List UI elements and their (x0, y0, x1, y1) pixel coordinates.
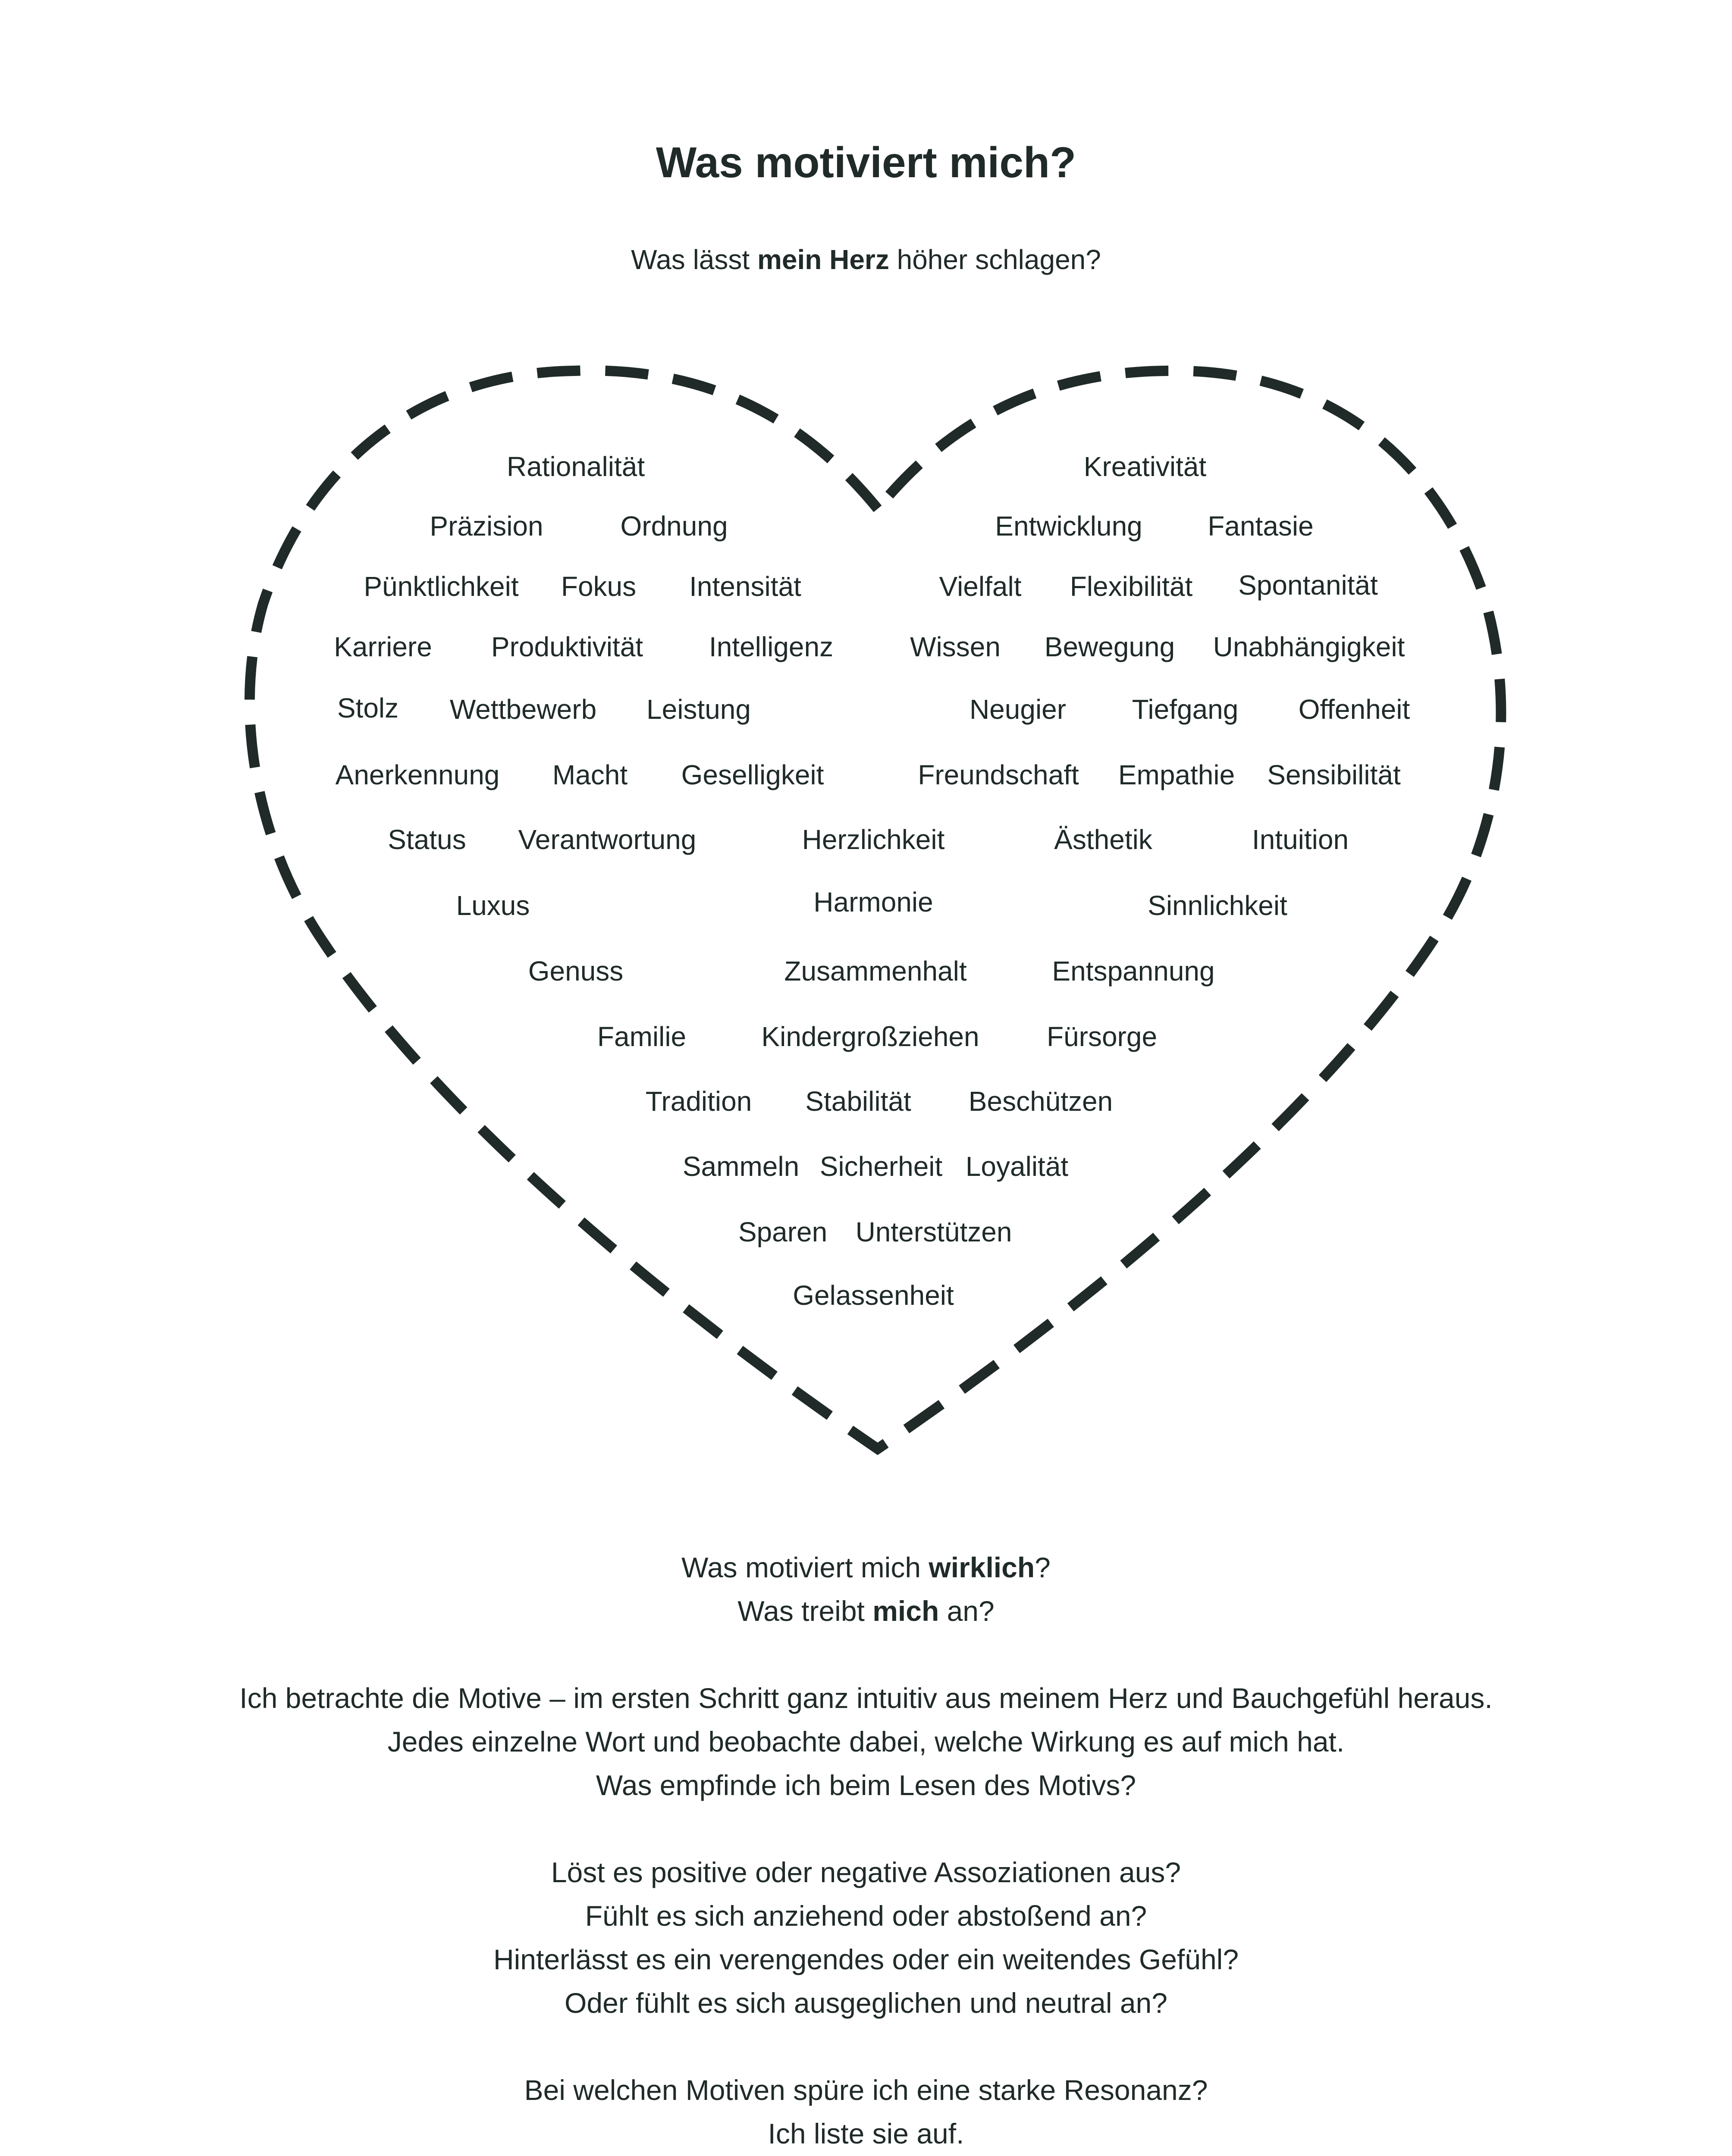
motive-word: Anerkennung (335, 759, 500, 790)
motive-word: Fürsorge (1046, 1021, 1158, 1052)
motive-word: Neugier (969, 694, 1067, 725)
motive-word: Offenheit (1298, 694, 1410, 725)
motive-word: Intelligenz (709, 631, 834, 662)
motive-word: Entwicklung (995, 511, 1142, 542)
motive-word: Ästhetik (1054, 824, 1152, 855)
text-line: Oder fühlt es sich ausgeglichen und neutral an? (565, 1987, 1167, 2019)
motive-word: Rationalität (506, 451, 645, 482)
motive-word: Vielfalt (939, 571, 1022, 602)
motive-word: Kindergroßziehen (761, 1021, 979, 1052)
motive-word: Beschützen (968, 1086, 1113, 1117)
motive-word: Präzision (430, 511, 543, 542)
motive-word: Gelassenheit (793, 1280, 954, 1311)
motive-word: Produktivität (491, 631, 643, 662)
motive-word: Entspannung (1052, 956, 1215, 987)
motive-word: Verantwortung (518, 824, 697, 855)
motive-word: Macht (552, 759, 628, 790)
motive-word: Loyalität (965, 1151, 1069, 1182)
motive-word: Zusammenhalt (784, 956, 967, 987)
text-line: Was empfinde ich beim Lesen des Motivs? (596, 1769, 1136, 1801)
text-line: Fühlt es sich anziehend oder abstoßend an? (585, 1900, 1147, 1932)
page-subtitle: Was lässt mein Herz höher schlagen? (631, 244, 1101, 275)
motive-word: Sparen (738, 1216, 828, 1247)
motive-word: Spontanität (1238, 570, 1378, 601)
motive-word: Sammeln (682, 1151, 800, 1182)
motive-word: Fokus (561, 571, 637, 602)
motive-word: Sinnlichkeit (1148, 890, 1287, 921)
page-title: Was motiviert mich? (656, 138, 1076, 187)
motive-word: Geselligkeit (681, 759, 824, 790)
motive-word: Pünktlichkeit (364, 571, 519, 602)
motive-word: Unabhängigkeit (1213, 631, 1405, 662)
text-line: Ich liste sie auf. (768, 2118, 964, 2150)
motive-word: Kreativität (1083, 451, 1207, 482)
motive-word: Empathie (1118, 759, 1235, 790)
motive-word: Sicherheit (819, 1151, 943, 1182)
motive-word: Intensität (689, 571, 801, 602)
motive-word: Karriere (334, 631, 432, 662)
motive-word: Harmonie (813, 887, 933, 918)
text-line: Hinterlässt es ein verengendes oder ein weitendes Gefühl? (493, 1943, 1239, 1975)
text-line: Ich betrachte die Motive – im ersten Schritt ganz intuitiv aus meinem Herz und Bauchgefühl heraus. (239, 1682, 1493, 1714)
motive-word: Luxus (456, 890, 530, 921)
motive-word: Tradition (645, 1086, 752, 1117)
motive-word: Wettbewerb (449, 694, 597, 725)
motive-word: Stabilität (805, 1086, 911, 1117)
motive-word: Status (388, 824, 466, 855)
motive-word: Leistung (646, 694, 751, 725)
motive-word: Stolz (337, 693, 399, 724)
motive-word: Freundschaft (918, 759, 1079, 790)
text-line: Jedes einzelne Wort und beobachte dabei, welche Wirkung es auf mich hat. (387, 1726, 1345, 1758)
motive-word: Fantasie (1208, 511, 1314, 542)
motive-word: Herzlichkeit (802, 824, 945, 855)
motive-word: Bewegung (1044, 631, 1175, 662)
text-line: Bei welchen Motiven spüre ich eine starke Resonanz? (524, 2074, 1208, 2106)
motive-word: Familie (597, 1021, 687, 1052)
motive-word: Genuss (528, 956, 624, 987)
motive-word: Unterstützen (855, 1216, 1012, 1247)
motive-word: Tiefgang (1132, 694, 1239, 725)
motive-word: Intuition (1252, 824, 1349, 855)
motive-word: Ordnung (620, 511, 728, 542)
text-line: Löst es positive oder negative Assoziationen aus? (551, 1856, 1181, 1888)
question-line: Was treibt mich an? (737, 1595, 995, 1627)
motive-word: Wissen (910, 631, 1001, 662)
motive-word: Flexibilität (1070, 571, 1193, 602)
motive-word: Sensibilität (1267, 759, 1401, 790)
question-line: Was motiviert mich wirklich? (681, 1551, 1051, 1583)
reflection-text (0, 1546, 1732, 2156)
